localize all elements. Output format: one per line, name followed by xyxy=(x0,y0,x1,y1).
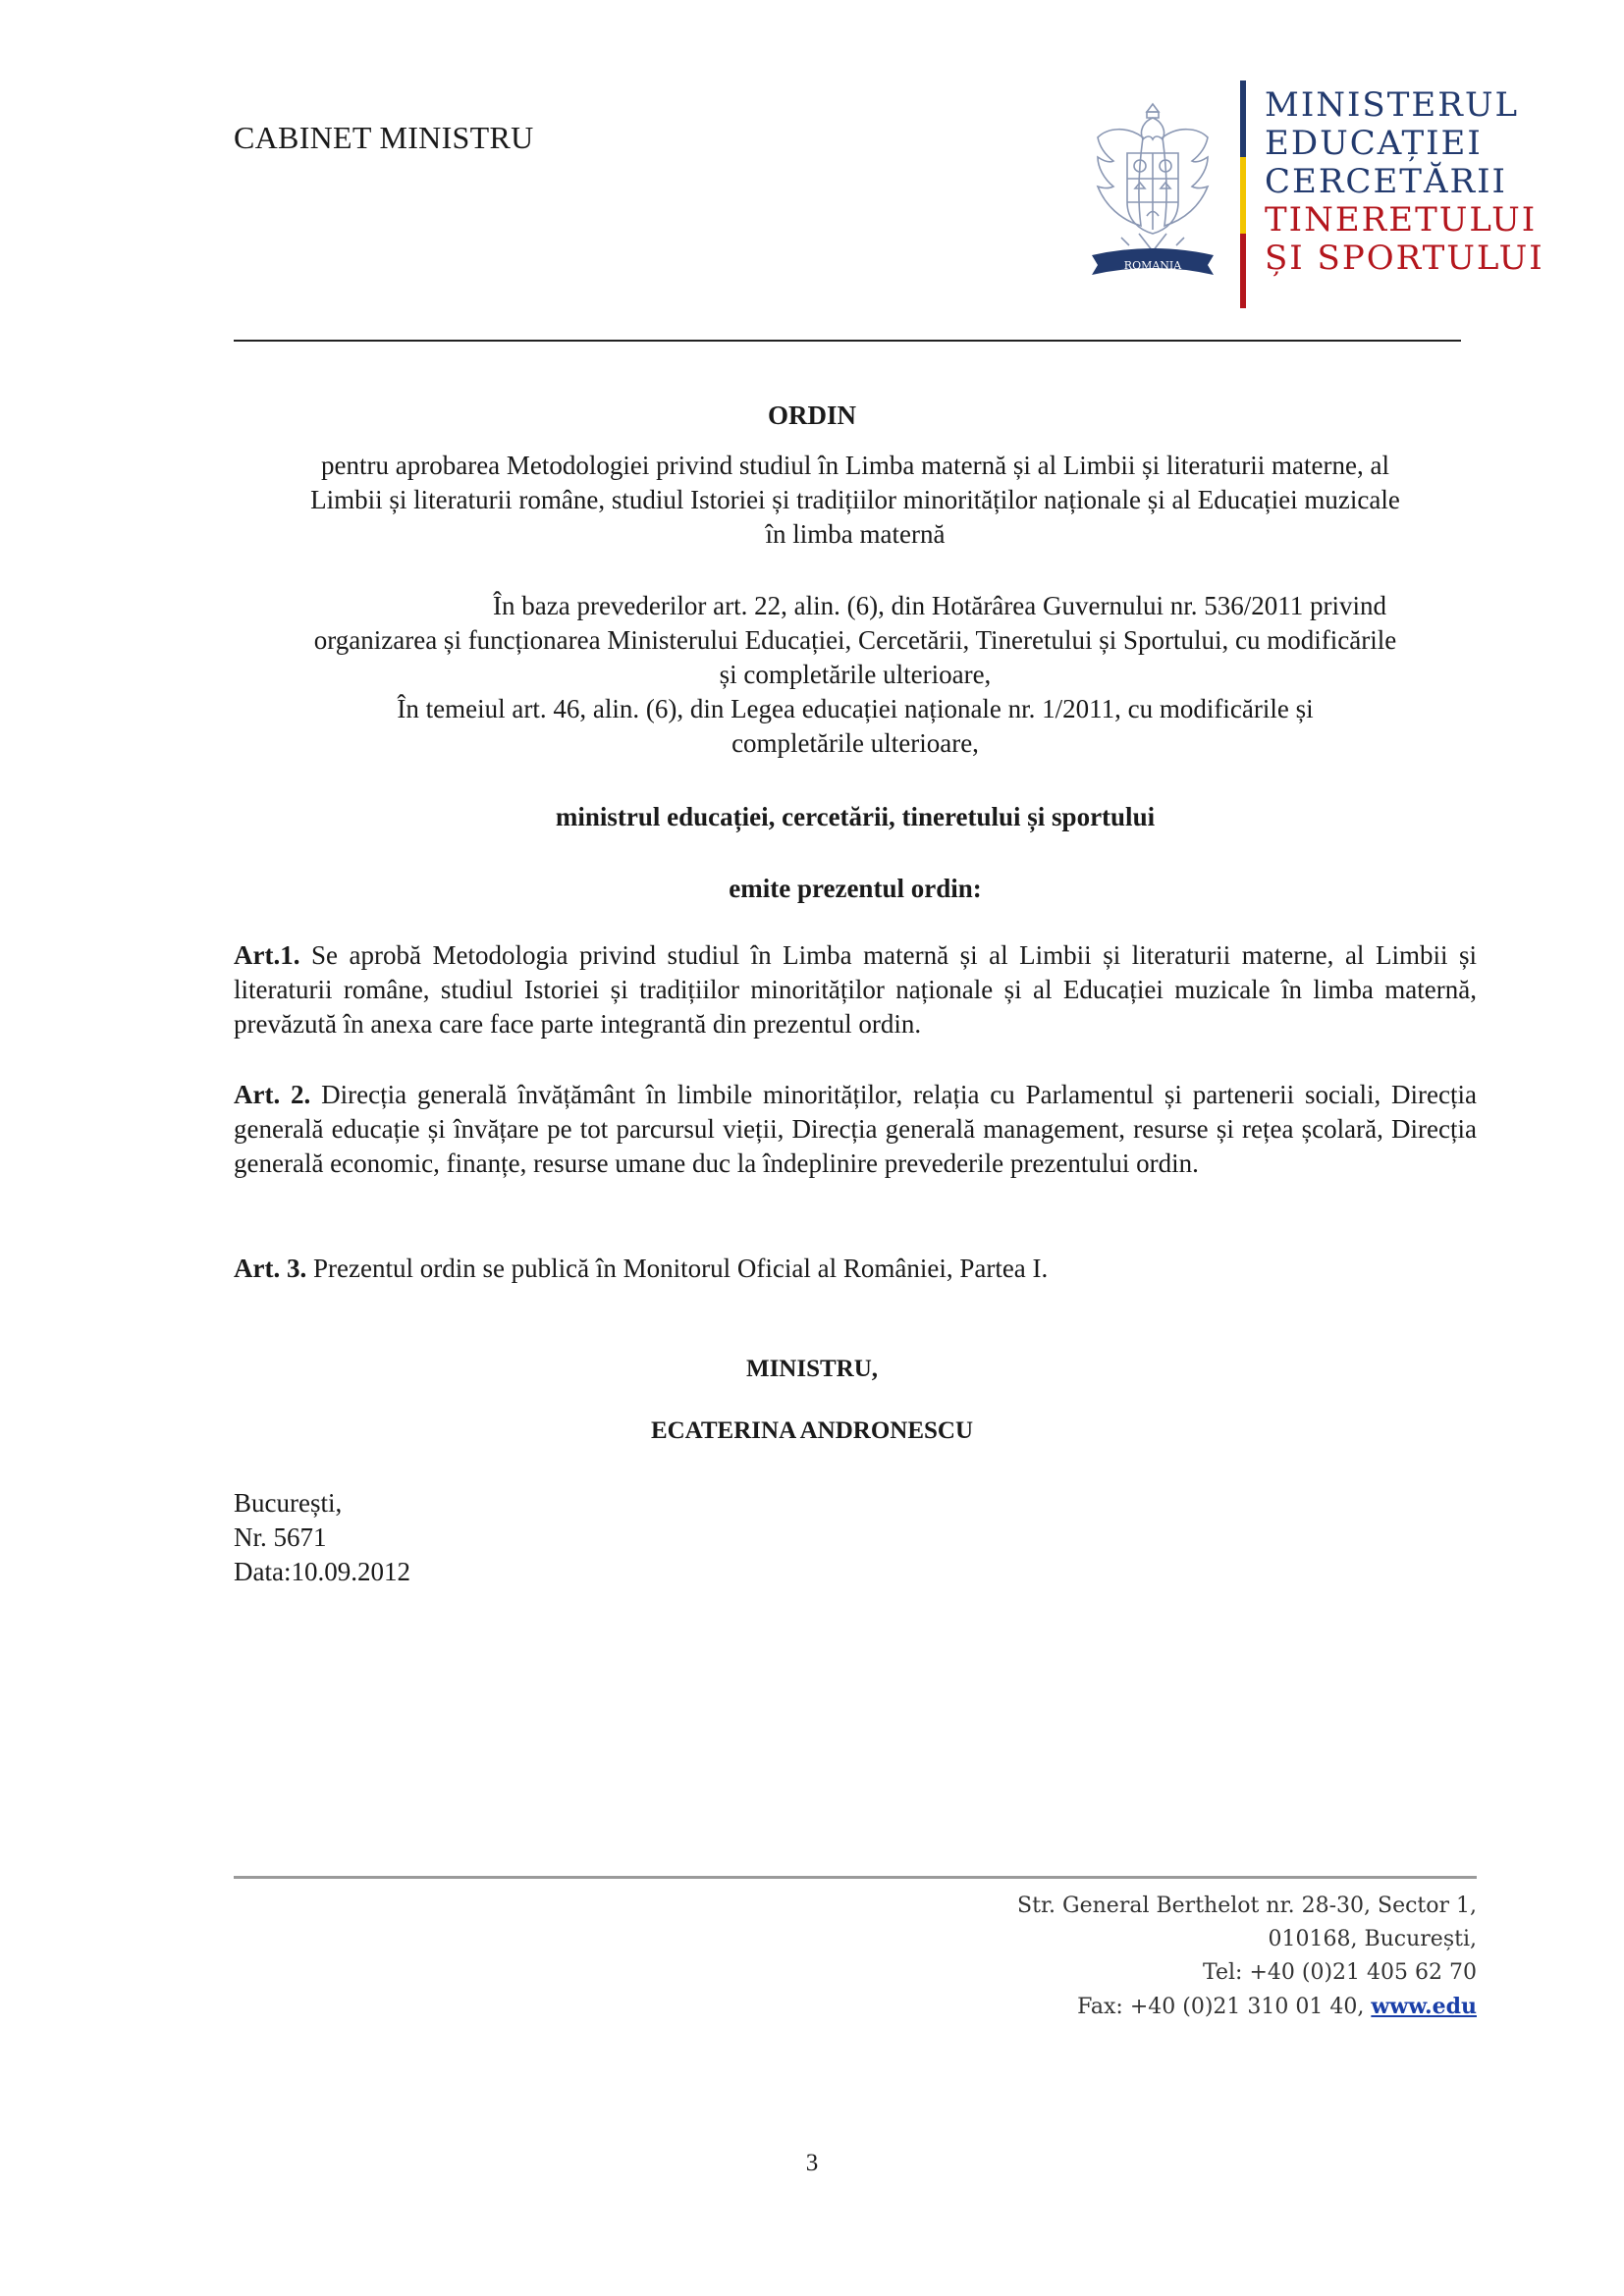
emits-order: emite prezentul ordin: xyxy=(729,874,982,903)
article-label: Art. 2. xyxy=(234,1080,311,1109)
page-number: 3 xyxy=(805,2150,819,2176)
order-number: Nr. 5671 xyxy=(234,1522,327,1552)
header-divider xyxy=(234,340,1461,342)
subtitle-line: în limba maternă xyxy=(765,519,946,549)
article-1 xyxy=(234,938,1477,1041)
address-fax-line xyxy=(1017,1990,1477,2024)
basis-line: În baza prevederilor art. 22, alin. (6), din Hotărârea Guvernului nr. 536/2011 privind xyxy=(493,591,1386,620)
footer-address xyxy=(1017,1890,1477,2024)
ministry-line: TINERETULUI xyxy=(1265,200,1538,240)
ministry-line: ȘI SPORTULUI xyxy=(1265,239,1544,278)
footer-divider xyxy=(234,1876,1477,1879)
subtitle-line: pentru aprobarea Metodologiei privind studiul în Limba maternă și al Limbii și literaturii materne, al xyxy=(321,451,1389,480)
basis-line: completările ulterioare, xyxy=(731,728,979,758)
issuer: ministrul educației, cercetării, tineretului și sportului xyxy=(555,802,1156,831)
website-link[interactable]: www.edu xyxy=(1371,1994,1477,2019)
place-and-date xyxy=(234,1486,410,1589)
document-title: ORDIN xyxy=(767,400,856,430)
signatory-role: MINISTRU, xyxy=(745,1356,879,1382)
basis-line: organizarea și funcționarea Ministerului Educației, Cercetării, Tineretului și Sportului, cu modificările xyxy=(313,625,1397,655)
article-text: Se aprobă Metodologia privind studiul în Limba maternă și al Limbii și literaturii materne, al Limbii și literaturii române, studiul Istoriei și tradițiilor minorităților naționale și al Educației muzicale în limba maternă, prevăzută în anexa care face parte integrantă din prezentul ordin. xyxy=(234,940,1477,1039)
order-date: Data:10.09.2012 xyxy=(234,1557,410,1586)
address-tel: Tel: +40 (0)21 405 62 70 xyxy=(1203,1960,1477,1985)
ministry-logo-text xyxy=(1265,86,1544,278)
cabinet-heading: CABINET MINISTRU xyxy=(234,120,534,155)
tricolor-bar xyxy=(1240,80,1246,308)
ministry-line: MINISTERUL xyxy=(1265,85,1520,125)
article-2 xyxy=(234,1078,1477,1181)
basis-line: și completările ulterioare, xyxy=(719,660,992,689)
address-street: Str. General Berthelot nr. 28-30, Sector 1, xyxy=(1017,1894,1477,1918)
address-city: 010168, București, xyxy=(1268,1927,1477,1951)
subtitle-line: Limbii și literaturii române, studiul Istoriei și tradițiilor minorităților naționale și al Educației muzicale xyxy=(310,485,1400,514)
ministry-line: CERCETĂRII xyxy=(1265,162,1507,201)
signatory-name: ECATERINA ANDRONESCU xyxy=(650,1417,974,1444)
article-label: Art.1. xyxy=(234,940,300,970)
article-text: Prezentul ordin se publică în Monitorul Oficial al României, Partea I. xyxy=(312,1254,1049,1283)
coat-of-arms-icon xyxy=(1088,98,1218,285)
article-3 xyxy=(234,1252,1477,1286)
ministry-line: EDUCAȚIEI xyxy=(1265,124,1483,163)
legal-basis-2 xyxy=(234,692,1477,761)
address-fax: Fax: +40 (0)21 310 01 40, xyxy=(1077,1995,1372,2019)
crest-banner-text: ROMANIA xyxy=(1123,259,1182,272)
place: București, xyxy=(234,1488,343,1518)
document-subtitle xyxy=(234,449,1477,552)
article-text: Direcția generală învățământ în limbile minorităților, relația cu Parlamentul și partenerii sociali, Direcția generală educație și învățare pe tot parcursul vieții, Direcția generală management, resurse și rețea școlară, Direcția generală economic, finanțe, resurse umane duc la îndeplinire prevederile prezentului ordin. xyxy=(234,1080,1477,1178)
article-label: Art. 3. xyxy=(234,1254,307,1283)
basis-line: În temeiul art. 46, alin. (6), din Legea educației naționale nr. 1/2011, cu modificările și xyxy=(397,694,1314,723)
legal-basis-1 xyxy=(234,589,1477,692)
